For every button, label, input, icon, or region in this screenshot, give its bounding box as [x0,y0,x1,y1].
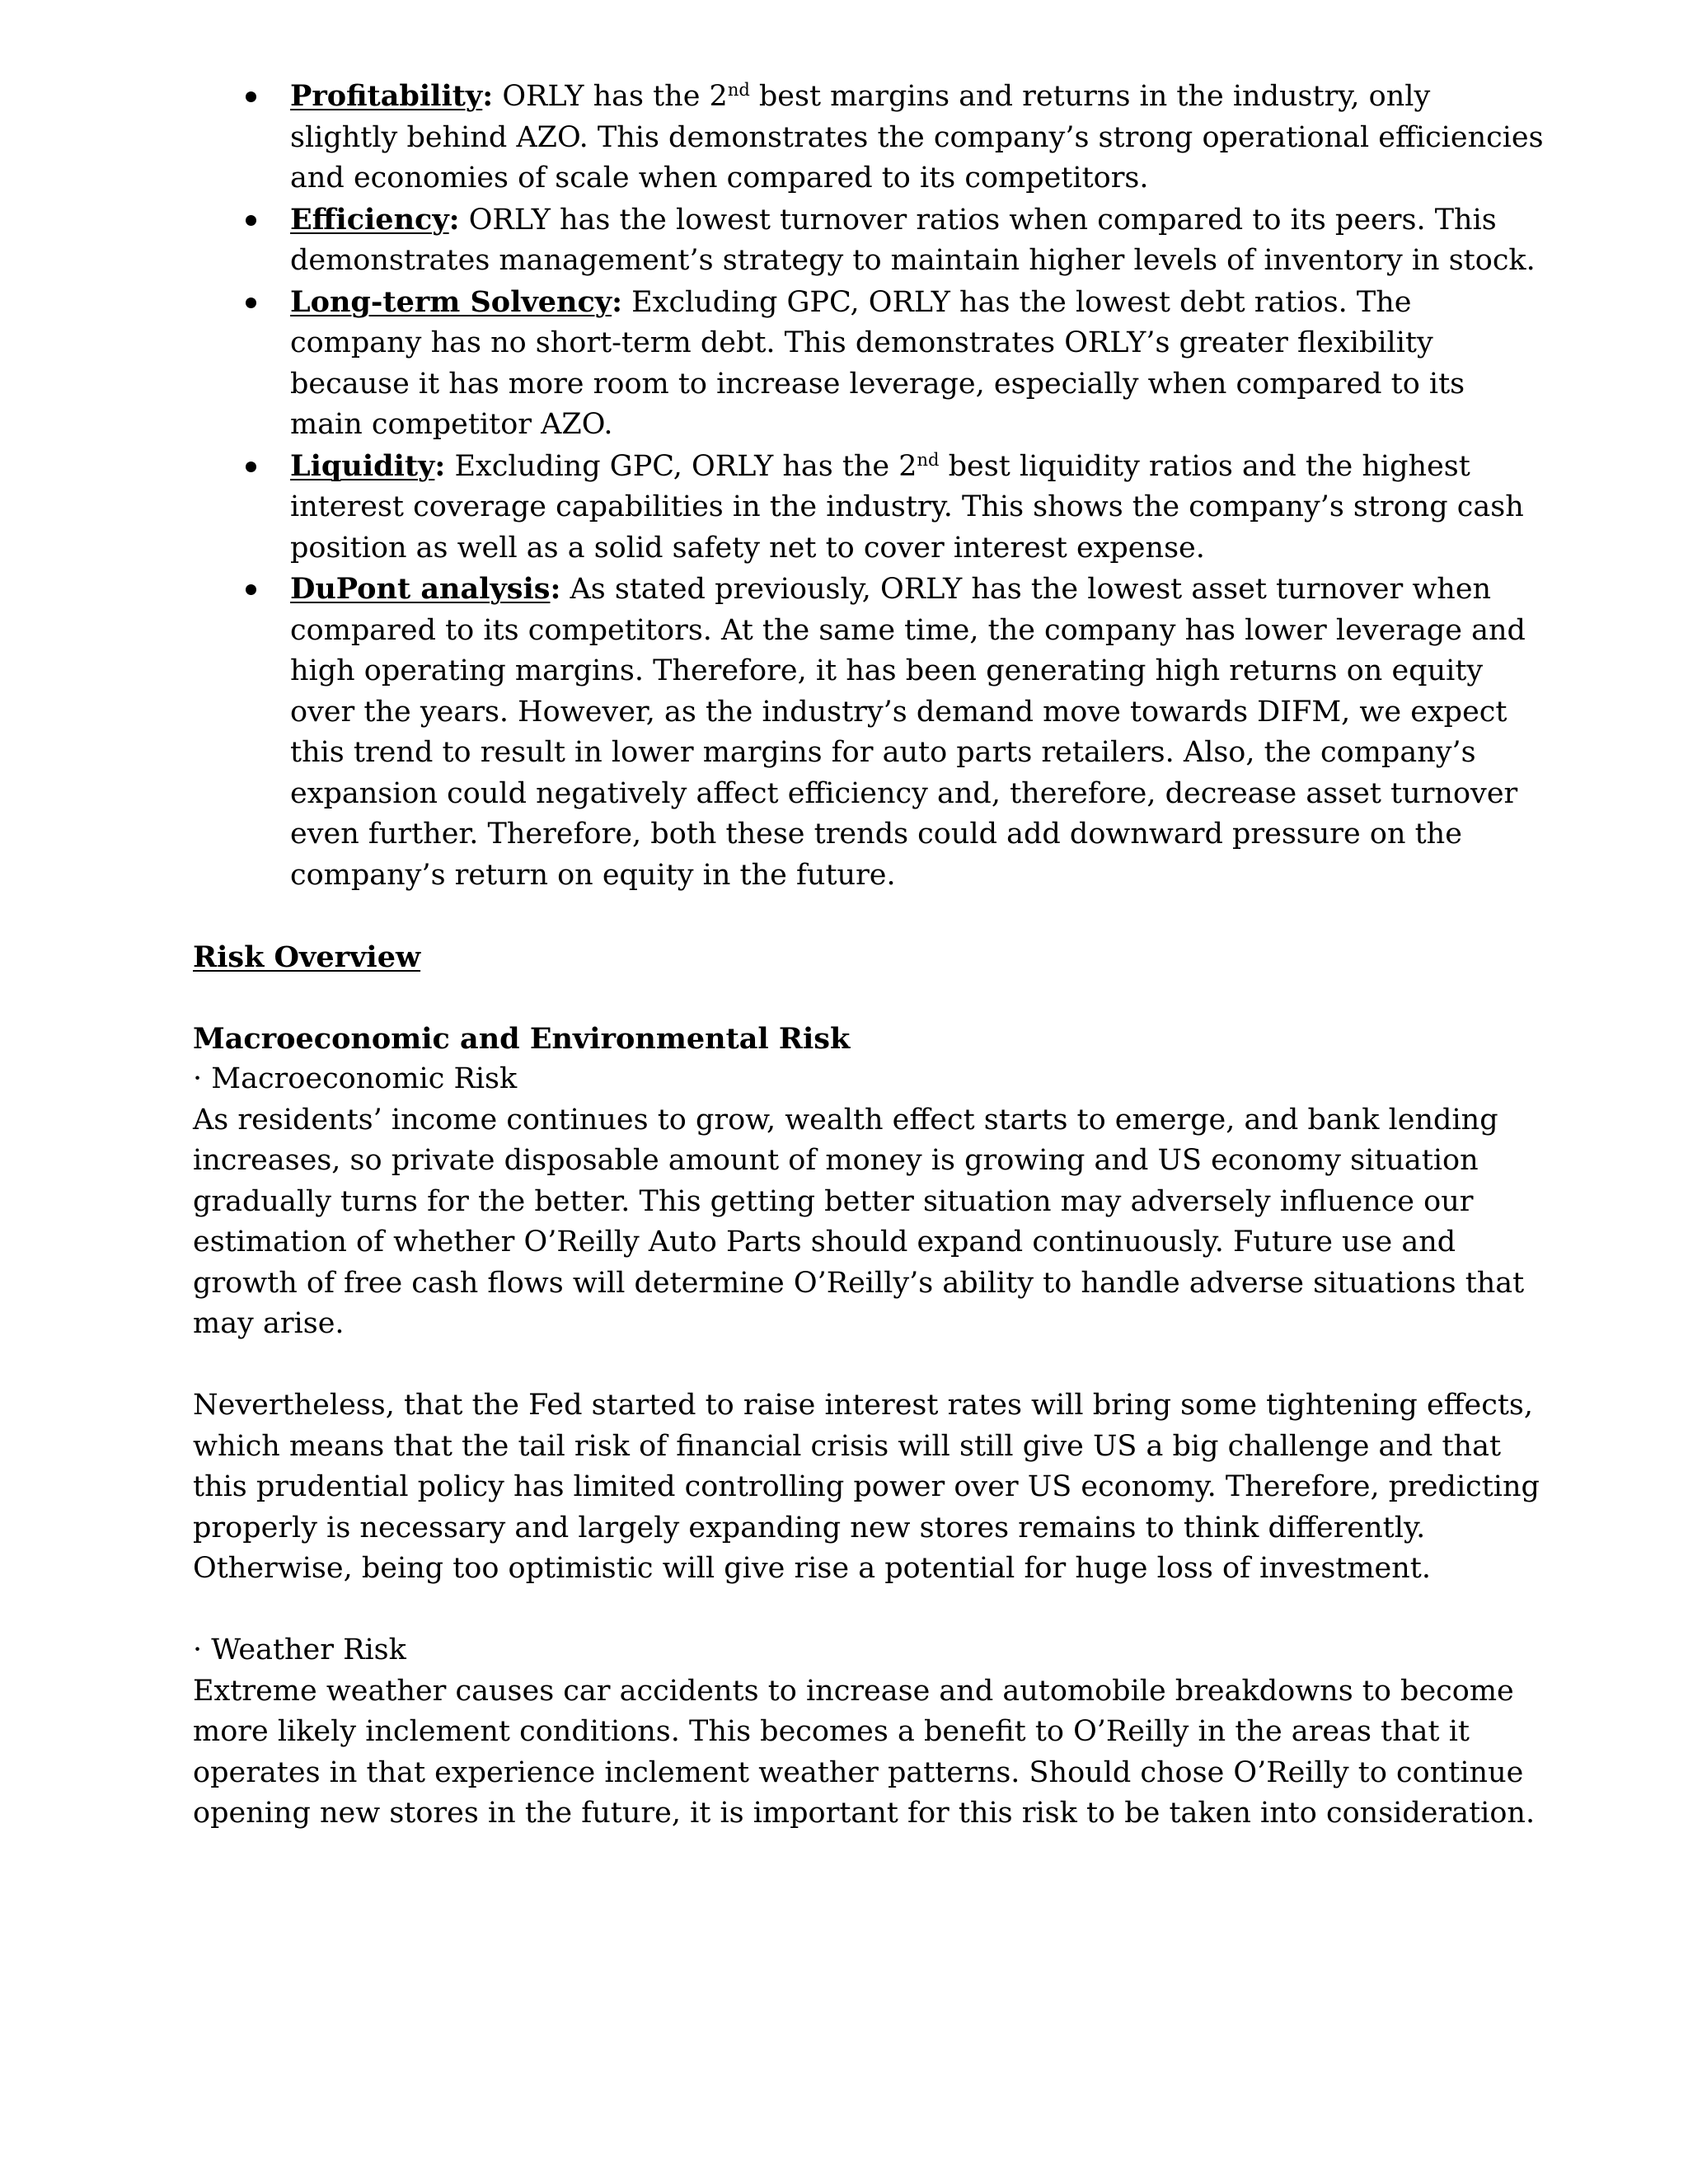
spacer [193,1590,1545,1631]
bullet-text: ORLY has the lowest turnover ratios when compared to its peers. This demonstrates management’s strategy to maintain higher levels of inventory in stock. [290,203,1536,277]
bullet-colon: : [550,572,561,606]
bullet-long-term-solvency [193,282,1545,446]
ordinal-suffix: nd [727,80,750,100]
weather-risk-paragraph: Extreme weather causes car accidents to increase and automobile breakdowns to become more likely inclement conditions. This becomes a benefit to O’Reilly in the areas that it operates in that experience inclement weather patterns. Should chose O’Reilly to continue opening new stores in the future, it is important for this risk to be taken into consideration. [193,1674,1536,1830]
weather-risk-label: · Weather Risk [193,1633,406,1666]
bullet-dot-icon [246,462,256,472]
bullet-liquidity [193,446,1545,569]
bullet-text: Excluding GPC, ORLY has the lowest debt ratios. The company has no short-term debt. This demonstrates ORLY’s greater flexibility because it has more room to increase leverage, especially when compared to its main competitor AZO. [290,285,1465,441]
bullet-dupont-analysis [193,569,1545,896]
bullet-dot-icon [246,584,256,595]
ordinal-suffix: nd [917,449,940,470]
page-content [193,76,1545,1835]
spacer [193,896,1545,937]
spacer [193,977,1545,1019]
bullet-label: Liquidity [290,448,435,483]
bullet-efficiency [193,199,1545,282]
bullet-text: best margins and returns in the industry, only slightly behind AZO. This demonstrates the company’s strong operational efficiencies and economies of scale when compared to its competitors. [290,80,1544,194]
subsection-heading: Macroeconomic and Environmental Risk [193,1021,851,1056]
spacer [193,1345,1545,1386]
bullet-label: Efficiency [290,202,449,237]
bullet-text-pre: Excluding GPC, ORLY has the 2 [445,449,917,483]
macroeconomic-risk-label: · Macroeconomic Risk [193,1062,518,1095]
bullet-label: DuPont analysis [290,572,551,606]
ratio-analysis-bullet-list [193,76,1545,896]
bullet-text: best liquidity ratios and the highest interest coverage capabilities in the industry. This shows the company’s strong cash position as well as a solid safety net to cover interest expense. [290,449,1524,565]
bullet-dot-icon [246,298,256,308]
bullet-colon: : [448,202,460,237]
bullet-colon: : [434,448,446,483]
macroeconomic-risk-paragraph-2: Nevertheless, that the Fed started to raise interest rates will bring some tightening effects, which means that the tail risk of financial crisis will still give US a big challenge and that this prudential policy has limited controlling power over US economy. Therefore, predicting properly is necessary and largely expanding new stores remains to think differently. Otherwise, being too optimistic will give rise a potential for huge loss of investment. [193,1389,1540,1585]
section-heading: Risk Overview [193,940,421,974]
bullet-label: Long-term Solvency [290,284,612,319]
bullet-text: As stated previously, ORLY has the lowest asset turnover when compared to its competitors. At the same time, the company has lower leverage and high operating margins. Therefore, it has been generating high returns on equity over the years. However, as the industry’s demand move towards DIFM, we expect this trend to result in lower margins for auto parts retailers. Also, the company’s expansion could negatively affect efficiency and, therefore, decrease asset turnover even further. Therefore, both these trends could add downward pressure on the company’s return on equity in the future. [290,573,1526,892]
bullet-label: Profitability [290,79,483,113]
bullet-dot-icon [246,215,256,226]
macroeconomic-risk-paragraph-1: As residents’ income continues to grow, wealth effect starts to emerge, and bank lending increases, so private disposable amount of money is growing and US economy situation gradually turns for the better. This getting better situation may adversely influence our estimation of whether O’Reilly Auto Parts should expand continuously. Future use and growth of free cash flows will determine O’Reilly’s ability to handle adverse situations that may arise. [193,1103,1525,1340]
bullet-text-pre: ORLY has the 2 [493,80,728,113]
bullet-colon: : [482,79,494,113]
bullet-colon: : [612,284,623,319]
bullet-dot-icon [246,91,256,102]
bullet-profitability [193,76,1545,199]
